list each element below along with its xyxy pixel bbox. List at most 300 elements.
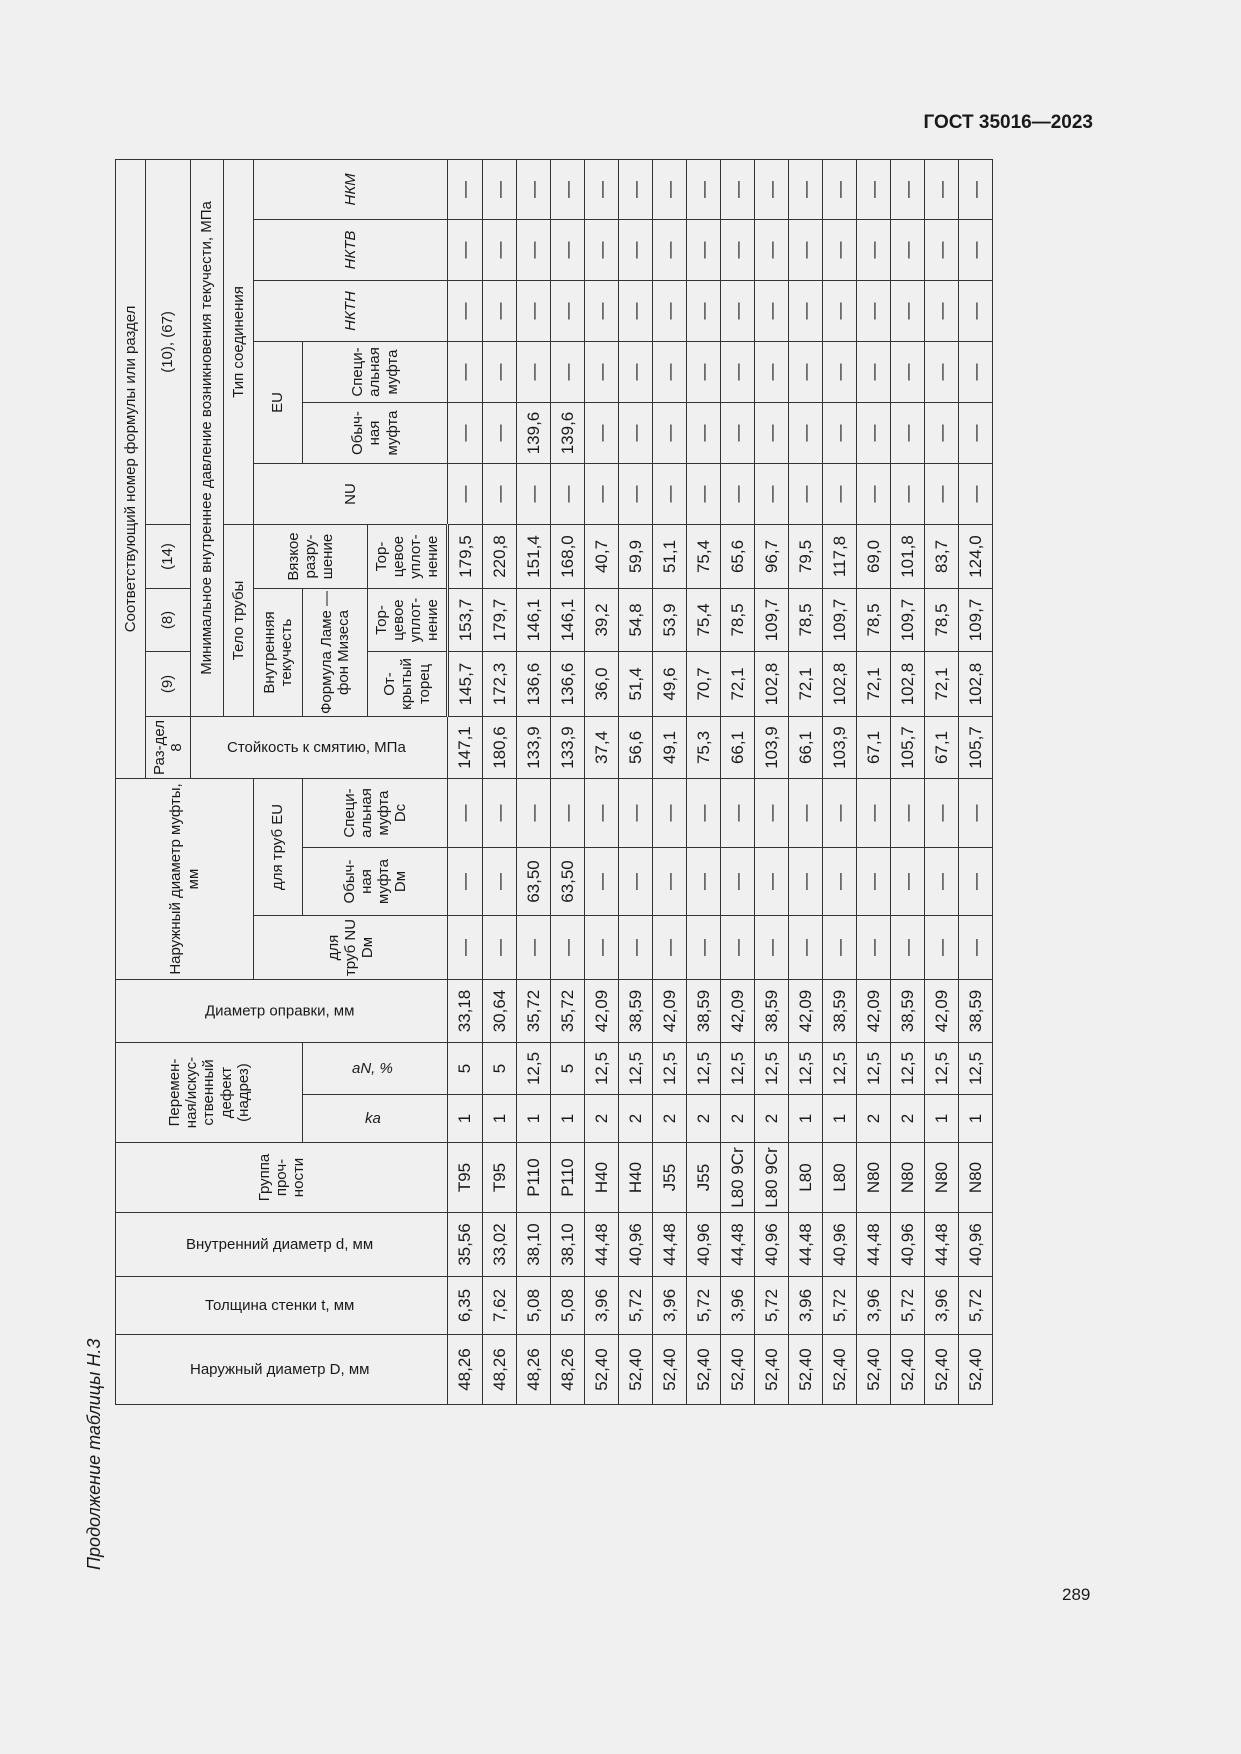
table-cell: 52,40 <box>585 1335 619 1405</box>
table-cell: — <box>551 779 585 848</box>
table-cell: 38,59 <box>619 980 653 1043</box>
table-cell: — <box>755 779 789 848</box>
header-nktn: НКТН <box>254 281 448 342</box>
table-cell: 109,7 <box>755 589 789 652</box>
table-cell: — <box>959 848 993 916</box>
table-cell: — <box>619 464 653 525</box>
table-cell: 48,26 <box>551 1335 585 1405</box>
table-cell: — <box>551 464 585 525</box>
table-cell: 59,9 <box>619 525 653 589</box>
table-cell: 1 <box>823 1095 857 1143</box>
table-cell: — <box>448 281 483 342</box>
table-cell: — <box>789 403 823 464</box>
header-formula-ref: Соответствующий номер формулы или раздел <box>116 159 146 778</box>
table-cell: — <box>551 159 585 219</box>
table-cell: 52,40 <box>755 1335 789 1405</box>
table-cell: 12,5 <box>823 1043 857 1095</box>
table-cell: 5 <box>551 1043 585 1095</box>
table-body <box>448 159 993 1404</box>
rotated-table-container <box>115 160 985 1405</box>
table-cell: — <box>891 916 925 980</box>
header-wall-thickness: Толщина стенки t, мм <box>116 1277 448 1335</box>
table-cell: 12,5 <box>925 1043 959 1095</box>
table-cell: — <box>517 220 551 281</box>
table-cell: 12,5 <box>857 1043 891 1095</box>
table-cell: — <box>517 159 551 219</box>
table-row <box>891 159 925 1404</box>
table-cell: 36,0 <box>585 652 619 717</box>
table-cell: 101,8 <box>891 525 925 589</box>
table-cell: 5 <box>483 1043 517 1095</box>
table-cell: — <box>721 220 755 281</box>
table-cell: — <box>448 848 483 916</box>
table-cell: 2 <box>891 1095 925 1143</box>
table-cell: 38,59 <box>687 980 721 1043</box>
table-cell: 52,40 <box>857 1335 891 1405</box>
table-cell: — <box>925 220 959 281</box>
table-cell: — <box>857 159 891 219</box>
table-cell: L80 9Cr <box>755 1143 789 1213</box>
table-cell: — <box>789 779 823 848</box>
table-cell: — <box>653 342 687 403</box>
table-cell: — <box>687 916 721 980</box>
table-cell: 133,9 <box>551 717 585 779</box>
table-cell: 146,1 <box>551 589 585 652</box>
table-cell: 102,8 <box>823 652 857 717</box>
table-cell: — <box>755 916 789 980</box>
table-cell: 5,72 <box>687 1277 721 1335</box>
table-cell: 2 <box>687 1095 721 1143</box>
table-cell: 78,5 <box>857 589 891 652</box>
table-cell: — <box>755 281 789 342</box>
table-cell: 124,0 <box>959 525 993 589</box>
table-cell: — <box>959 281 993 342</box>
table-cell: — <box>551 342 585 403</box>
table-cell: 12,5 <box>959 1043 993 1095</box>
table-cell: 3,96 <box>925 1277 959 1335</box>
header-ka: ka <box>303 1095 448 1143</box>
table-cell: 136,6 <box>551 652 585 717</box>
header-conn-eu-ordinary: Обыч-ная муфта <box>303 403 448 464</box>
table-cell: 3,96 <box>721 1277 755 1335</box>
table-cell: — <box>483 281 517 342</box>
table-cell: — <box>585 403 619 464</box>
header-ref9: (9) <box>146 652 191 717</box>
table-cell: 38,59 <box>823 980 857 1043</box>
table-cell: T95 <box>448 1143 483 1213</box>
table-cell: — <box>789 281 823 342</box>
table-cell: — <box>755 342 789 403</box>
table-cell: — <box>857 342 891 403</box>
table-cell: — <box>721 403 755 464</box>
table-cell: 44,48 <box>653 1213 687 1277</box>
table-cell: — <box>517 464 551 525</box>
table-cell: — <box>823 779 857 848</box>
table-cell: — <box>789 159 823 219</box>
table-cell: — <box>891 848 925 916</box>
table-cell: — <box>448 342 483 403</box>
table-cell: — <box>789 848 823 916</box>
table-cell: 38,59 <box>891 980 925 1043</box>
table-cell: — <box>823 342 857 403</box>
table-cell: 1 <box>551 1095 585 1143</box>
table-cell: 83,7 <box>925 525 959 589</box>
table-cell: 5,72 <box>755 1277 789 1335</box>
table-cell: — <box>721 159 755 219</box>
table-cell: 78,5 <box>925 589 959 652</box>
table-cell: 151,4 <box>517 525 551 589</box>
table-cell: 105,7 <box>891 717 925 779</box>
table-cell: 38,10 <box>517 1213 551 1277</box>
table-cell: 38,59 <box>755 980 789 1043</box>
table-cell: — <box>925 403 959 464</box>
table-cell: — <box>925 916 959 980</box>
table-cell: 52,40 <box>959 1335 993 1405</box>
table-cell: 103,9 <box>755 717 789 779</box>
table-cell: N80 <box>891 1143 925 1213</box>
table-continuation-caption: Продолжение таблицы Н.3 <box>84 1338 104 1570</box>
table-cell: — <box>721 779 755 848</box>
table-cell: — <box>687 779 721 848</box>
table-cell: — <box>857 403 891 464</box>
table-cell: — <box>891 403 925 464</box>
table-cell: — <box>619 342 653 403</box>
table-cell: 48,26 <box>483 1335 517 1405</box>
table-cell: N80 <box>857 1143 891 1213</box>
table-row <box>857 159 891 1404</box>
table-cell: 52,40 <box>619 1335 653 1405</box>
table-cell: 1 <box>925 1095 959 1143</box>
table-cell: 65,6 <box>721 525 755 589</box>
table-cell: — <box>448 159 483 219</box>
table-cell: — <box>483 159 517 219</box>
table-cell: 5,72 <box>959 1277 993 1335</box>
table-row <box>653 159 687 1404</box>
table-cell: 109,7 <box>823 589 857 652</box>
table-cell: — <box>653 159 687 219</box>
table-cell: 72,1 <box>857 652 891 717</box>
table-cell: — <box>653 916 687 980</box>
table-cell: 12,5 <box>755 1043 789 1095</box>
table-cell: — <box>687 464 721 525</box>
table-cell: — <box>517 342 551 403</box>
table-cell: — <box>925 464 959 525</box>
table-cell: — <box>857 281 891 342</box>
table-cell: — <box>619 159 653 219</box>
header-eu-special: Специ-альная муфта Dc <box>303 779 448 848</box>
table-cell: 42,09 <box>721 980 755 1043</box>
table-cell: 1 <box>789 1095 823 1143</box>
table-cell: — <box>619 220 653 281</box>
header-nu: NU <box>254 464 448 525</box>
table-cell: 72,1 <box>925 652 959 717</box>
table-cell: — <box>483 779 517 848</box>
page-number: 289 <box>1062 1585 1091 1604</box>
table-cell: 2 <box>619 1095 653 1143</box>
table-cell: 72,1 <box>721 652 755 717</box>
table-cell: — <box>891 342 925 403</box>
table-cell: — <box>653 464 687 525</box>
table-cell: 5,72 <box>823 1277 857 1335</box>
table-cell: — <box>517 916 551 980</box>
table-cell: 40,96 <box>619 1213 653 1277</box>
table-cell: 220,8 <box>483 525 517 589</box>
table-cell: — <box>823 281 857 342</box>
table-cell: 38,59 <box>959 980 993 1043</box>
table-cell: 53,9 <box>653 589 687 652</box>
table-cell: 102,8 <box>891 652 925 717</box>
table-cell: 44,48 <box>789 1213 823 1277</box>
table-cell: — <box>687 159 721 219</box>
table-cell: — <box>959 916 993 980</box>
table-cell: — <box>585 159 619 219</box>
table-cell: H40 <box>585 1143 619 1213</box>
header-conn-eu-special: Специ-альная муфта <box>303 342 448 403</box>
table-cell: — <box>653 281 687 342</box>
table-cell: — <box>925 281 959 342</box>
table-cell: 96,7 <box>755 525 789 589</box>
header-ref14: (14) <box>146 525 191 589</box>
table-cell: 42,09 <box>653 980 687 1043</box>
table-cell: 44,48 <box>721 1213 755 1277</box>
table-cell: 40,96 <box>959 1213 993 1277</box>
table-cell: 109,7 <box>959 589 993 652</box>
table-cell: 33,18 <box>448 980 483 1043</box>
header-nkm: НКМ <box>254 159 448 219</box>
table-cell: — <box>653 779 687 848</box>
header-lame: Формула Ламе — фон Мизеса <box>303 589 368 717</box>
header-outer-diameter: Наружный диаметр D, мм <box>116 1335 448 1405</box>
table-cell: 42,09 <box>925 980 959 1043</box>
table-cell: 40,96 <box>687 1213 721 1277</box>
table-cell: — <box>959 464 993 525</box>
table-cell: L80 9Cr <box>721 1143 755 1213</box>
table-cell: L80 <box>823 1143 857 1213</box>
table-cell: 102,8 <box>755 652 789 717</box>
table-cell: — <box>619 848 653 916</box>
table-cell: — <box>448 916 483 980</box>
table-cell: 44,48 <box>585 1213 619 1277</box>
standard-number: ГОСТ 35016—2023 <box>923 112 1093 133</box>
table-cell: 136,6 <box>517 652 551 717</box>
data-table <box>115 159 993 1405</box>
table-cell: — <box>619 779 653 848</box>
table-cell: — <box>857 220 891 281</box>
table-cell: — <box>789 220 823 281</box>
table-row <box>959 159 993 1404</box>
table-cell: 3,96 <box>653 1277 687 1335</box>
table-cell: 1 <box>483 1095 517 1143</box>
header-end-seal-ductile: Тор-цевое уплот-нение <box>368 525 448 589</box>
table-cell: — <box>517 281 551 342</box>
table-cell: — <box>653 220 687 281</box>
table-cell: — <box>448 779 483 848</box>
table-cell: 48,26 <box>448 1335 483 1405</box>
table-cell: 52,40 <box>721 1335 755 1405</box>
table-cell: — <box>517 779 551 848</box>
table-cell: — <box>755 403 789 464</box>
table-cell: — <box>789 464 823 525</box>
header-strength-group: Группа проч-ности <box>116 1143 448 1213</box>
table-cell: 12,5 <box>517 1043 551 1095</box>
table-cell: — <box>551 281 585 342</box>
table-cell: — <box>721 848 755 916</box>
table-cell: 145,7 <box>448 652 483 717</box>
table-cell: — <box>619 403 653 464</box>
table-cell: — <box>823 403 857 464</box>
table-cell: — <box>585 916 619 980</box>
table-cell: H40 <box>619 1143 653 1213</box>
table-cell: — <box>585 848 619 916</box>
table-cell: — <box>891 159 925 219</box>
table-cell: — <box>585 220 619 281</box>
table-cell: 38,10 <box>551 1213 585 1277</box>
table-cell: 12,5 <box>585 1043 619 1095</box>
table-row <box>517 159 551 1404</box>
table-cell: 179,5 <box>448 525 483 589</box>
header-an: aN, % <box>303 1043 448 1095</box>
table-cell: — <box>857 916 891 980</box>
table-cell: — <box>585 464 619 525</box>
header-inner-diameter: Внутренний диаметр d, мм <box>116 1213 448 1277</box>
table-cell: — <box>959 779 993 848</box>
table-cell: — <box>959 342 993 403</box>
table-cell: — <box>721 342 755 403</box>
table-cell: — <box>585 281 619 342</box>
table-cell: 40,96 <box>755 1213 789 1277</box>
table-cell: — <box>891 779 925 848</box>
table-cell: 42,09 <box>789 980 823 1043</box>
table-cell: P110 <box>551 1143 585 1213</box>
table-cell: — <box>891 464 925 525</box>
table-cell: — <box>619 281 653 342</box>
table-cell: — <box>687 403 721 464</box>
table-cell: 139,6 <box>517 403 551 464</box>
table-row <box>721 159 755 1404</box>
table-cell: 49,1 <box>653 717 687 779</box>
table-row <box>925 159 959 1404</box>
table-cell: 5,08 <box>551 1277 585 1335</box>
table-cell: — <box>653 848 687 916</box>
table-cell: 2 <box>857 1095 891 1143</box>
table-cell: — <box>483 464 517 525</box>
header-collapse: Стойкость к смятию, МПа <box>191 717 448 779</box>
table-cell: 63,50 <box>517 848 551 916</box>
table-cell: — <box>687 342 721 403</box>
table-cell: — <box>687 281 721 342</box>
table-cell: — <box>925 848 959 916</box>
table-cell: 51,4 <box>619 652 653 717</box>
table-cell: 12,5 <box>789 1043 823 1095</box>
table-cell: — <box>448 403 483 464</box>
header-for-eu: для труб EU <box>254 779 303 916</box>
table-cell: — <box>619 916 653 980</box>
table-cell: — <box>653 403 687 464</box>
table-cell: 51,1 <box>653 525 687 589</box>
table-cell: 133,9 <box>517 717 551 779</box>
table-cell: — <box>925 342 959 403</box>
table-cell: — <box>789 342 823 403</box>
table-cell: 52,40 <box>789 1335 823 1405</box>
table-cell: 7,62 <box>483 1277 517 1335</box>
table-cell: 103,9 <box>823 717 857 779</box>
table-cell: — <box>687 220 721 281</box>
table-cell: 78,5 <box>721 589 755 652</box>
table-cell: 35,72 <box>517 980 551 1043</box>
table-cell: 72,1 <box>789 652 823 717</box>
table-cell: 102,8 <box>959 652 993 717</box>
table-cell: — <box>857 779 891 848</box>
table-cell: 52,40 <box>925 1335 959 1405</box>
table-cell: — <box>721 464 755 525</box>
table-cell: 2 <box>585 1095 619 1143</box>
table-cell: 66,1 <box>721 717 755 779</box>
header-connection-type: Тип соединения <box>224 159 254 524</box>
table-cell: 30,64 <box>483 980 517 1043</box>
table-cell: 179,7 <box>483 589 517 652</box>
table-cell: J55 <box>653 1143 687 1213</box>
table-cell: P110 <box>517 1143 551 1213</box>
table-row <box>619 159 653 1404</box>
header-ref10-67: (10), (67) <box>146 159 191 524</box>
table-cell: 12,5 <box>687 1043 721 1095</box>
table-cell: 33,02 <box>483 1213 517 1277</box>
table-cell: 75,4 <box>687 525 721 589</box>
table-cell: 40,96 <box>891 1213 925 1277</box>
table-row <box>483 159 517 1404</box>
table-cell: 172,3 <box>483 652 517 717</box>
table-cell: — <box>721 281 755 342</box>
table-row <box>755 159 789 1404</box>
table-cell: 146,1 <box>517 589 551 652</box>
table-cell: 6,35 <box>448 1277 483 1335</box>
header-min-pressure: Минимальное внутреннее давление возникновения текучести, МПа <box>191 159 224 716</box>
table-cell: — <box>857 464 891 525</box>
table-cell: 79,5 <box>789 525 823 589</box>
table-cell: 117,8 <box>823 525 857 589</box>
table-cell: 75,3 <box>687 717 721 779</box>
table-cell: — <box>721 916 755 980</box>
table-cell: — <box>925 779 959 848</box>
table-cell: 44,48 <box>925 1213 959 1277</box>
header-defect: Перемен-ная/искус-ственный дефект (надрез) <box>116 1043 303 1143</box>
table-cell: — <box>483 916 517 980</box>
table-cell: — <box>483 403 517 464</box>
table-cell: 78,5 <box>789 589 823 652</box>
table-cell: 40,96 <box>823 1213 857 1277</box>
table-cell: 109,7 <box>891 589 925 652</box>
table-cell: — <box>891 281 925 342</box>
table-cell: 3,96 <box>585 1277 619 1335</box>
table-row <box>687 159 721 1404</box>
table-cell: — <box>551 916 585 980</box>
table-cell: — <box>755 464 789 525</box>
table-cell: 37,4 <box>585 717 619 779</box>
table-cell: 180,6 <box>483 717 517 779</box>
table-cell: N80 <box>959 1143 993 1213</box>
header-for-nu: для труб NU Dм <box>254 916 448 980</box>
table-cell: 67,1 <box>857 717 891 779</box>
header-coupling-od: Наружный диаметр муфты, мм <box>116 779 254 980</box>
table-row <box>448 159 483 1404</box>
table-cell: 2 <box>755 1095 789 1143</box>
table-cell: 35,72 <box>551 980 585 1043</box>
table-cell: 63,50 <box>551 848 585 916</box>
header-eu-ordinary: Обыч-ная муфта Dм <box>303 848 448 916</box>
table-cell: 5 <box>448 1043 483 1095</box>
table-row <box>585 159 619 1404</box>
table-cell: J55 <box>687 1143 721 1213</box>
